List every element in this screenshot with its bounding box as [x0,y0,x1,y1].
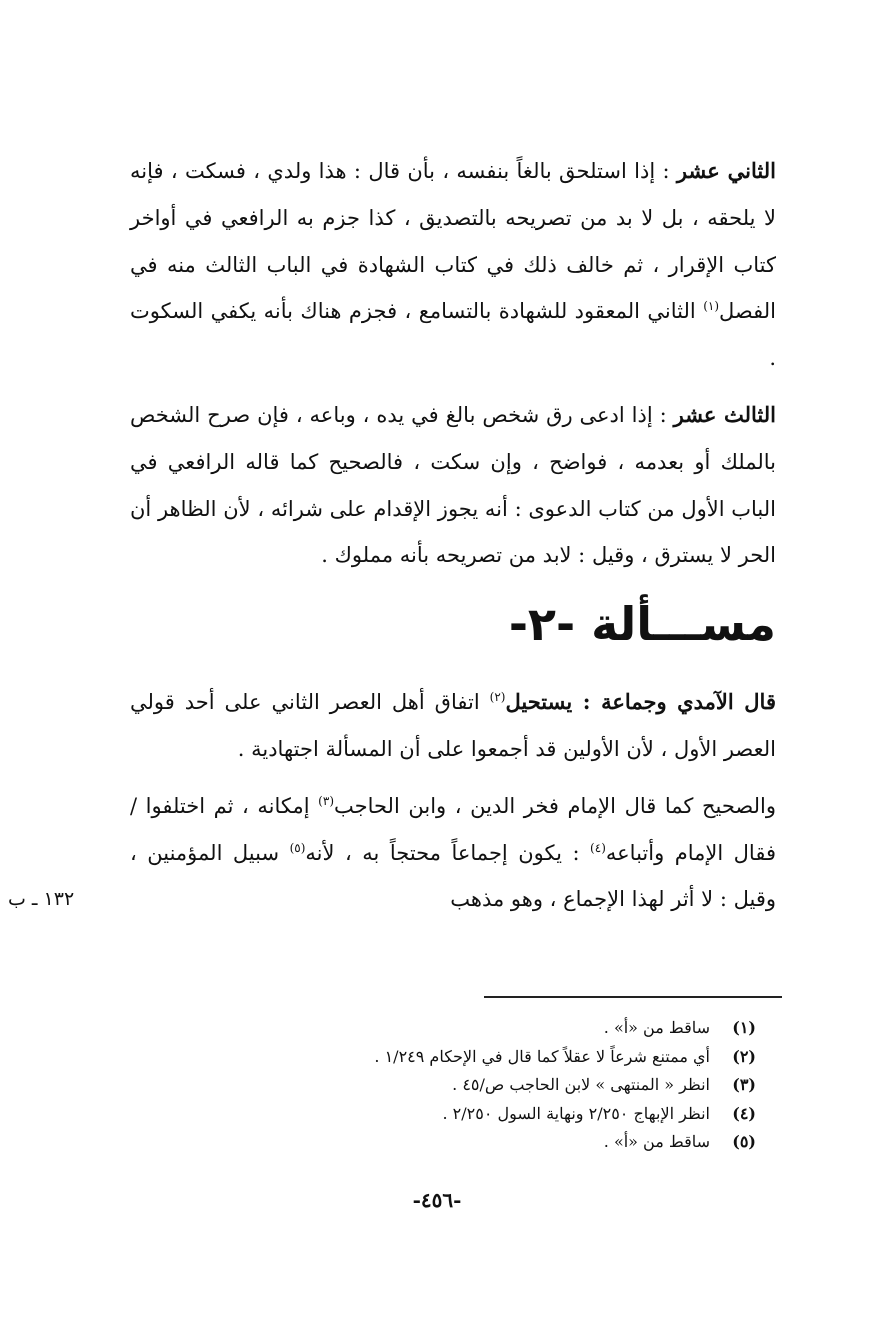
paragraph-text: الثاني المعقود للشهادة بالتسامع ، فجزم هناك بأنه يكفي السكوت . [130,299,776,371]
footnote-divider [484,996,782,998]
footnote-marker: (٢) [489,690,506,705]
footnote-item [196,1100,756,1129]
paragraph-text: : إذا استلحق بالغاً بنفسه ، بأن قال : هذا ولدي ، فسكت ، فإنه لا يلحقه ، بل لا بد من تصريحه بالتصديق ، كذا جزم به الرافعي في أواخر كتاب الإقرار ، ثم خالف ذلك في كتاب الشهادة في الباب الثالث منه في الفصل [130,159,776,324]
footnote-marker: (٥) [289,840,306,855]
paragraph-1 [130,148,776,382]
footnote-item [196,1014,756,1043]
footnote-number: (١) [732,1018,756,1037]
paragraph-text: والصحيح كما قال الإمام فخر الدين ، وابن الحاجب [334,793,776,818]
footnote-number: (٤) [732,1103,756,1123]
paragraph-2 [130,392,776,579]
footnote-text: انظر الإبهاج ٢/٢٥٠ ونهاية السول ٢/٢٥٠ . [442,1103,710,1123]
footnote-item [196,1128,756,1157]
footnote-marker: (٣) [318,793,334,808]
footnotes [196,1014,756,1157]
footnote-marker: (١) [703,299,720,314]
footnote-number: (٢) [732,1046,756,1066]
paragraph-text: : يكون إجماعاً محتجاً به ، لأنه [305,840,591,865]
paragraph-3 [130,679,776,773]
paragraph-text: سبيل المؤمنين ، وقيل : لا أثر لهذا الإجماع ، وهو مذهب [130,840,776,912]
paragraph-text: اتفاق أهل العصر الثاني على أحد قولي العصر الأول ، لأن الأولين قد أجمعوا على أن المسألة اجتهادية . [130,690,776,761]
footnote-item [196,1043,756,1072]
paragraph-4 [130,783,776,923]
page-number: -٤٥٦- [412,1188,462,1212]
footnote-text: ساقط من «أ» . [603,1132,710,1151]
footnote-item [196,1071,756,1100]
footnote-text: ساقط من «أ» . [603,1018,710,1037]
main-text [130,148,776,923]
paragraph-lead: الثاني عشر [676,158,776,183]
footnote-number: (٣) [732,1075,756,1094]
paragraph-lead: الثالث عشر [673,401,777,427]
footnote-text: أي ممتنع شرعاً لا عقلاً كما قال في الإحكام ١/٢٤٩ . [374,1046,710,1066]
paragraph-text: : إذا ادعى رق شخص بالغ في يده ، وباعه ، فإن صرح الشخص بالملك أو بعدمه ، فواضح ، وإن سكت ، فالصحيح كما قاله الرافعي في الباب الأول من كتاب الدعوى : أنه يجوز الإقدام على شرائه ، لأن الظاهر أن الحر لا يسترق ، وقيل : لابد من تصريحه بأنه مملوك . [130,402,776,568]
footnote-text: انظر « المنتهى » لابن الحاجب ص/٤٥ . [452,1075,710,1094]
footnote-marker: (٤) [590,840,606,855]
section-heading: مســـألة -٢- [508,597,776,652]
manuscript-folio-note: ١٣٢ ـ ب [8,888,75,910]
paragraph-text: إمكانه ، ثم اختلفوا /فقال الإمام وأتباعه [130,793,776,865]
footnote-number: (٥) [732,1132,756,1151]
paragraph-text: قال الآمدي وجماعة : يستحيل [505,689,776,715]
